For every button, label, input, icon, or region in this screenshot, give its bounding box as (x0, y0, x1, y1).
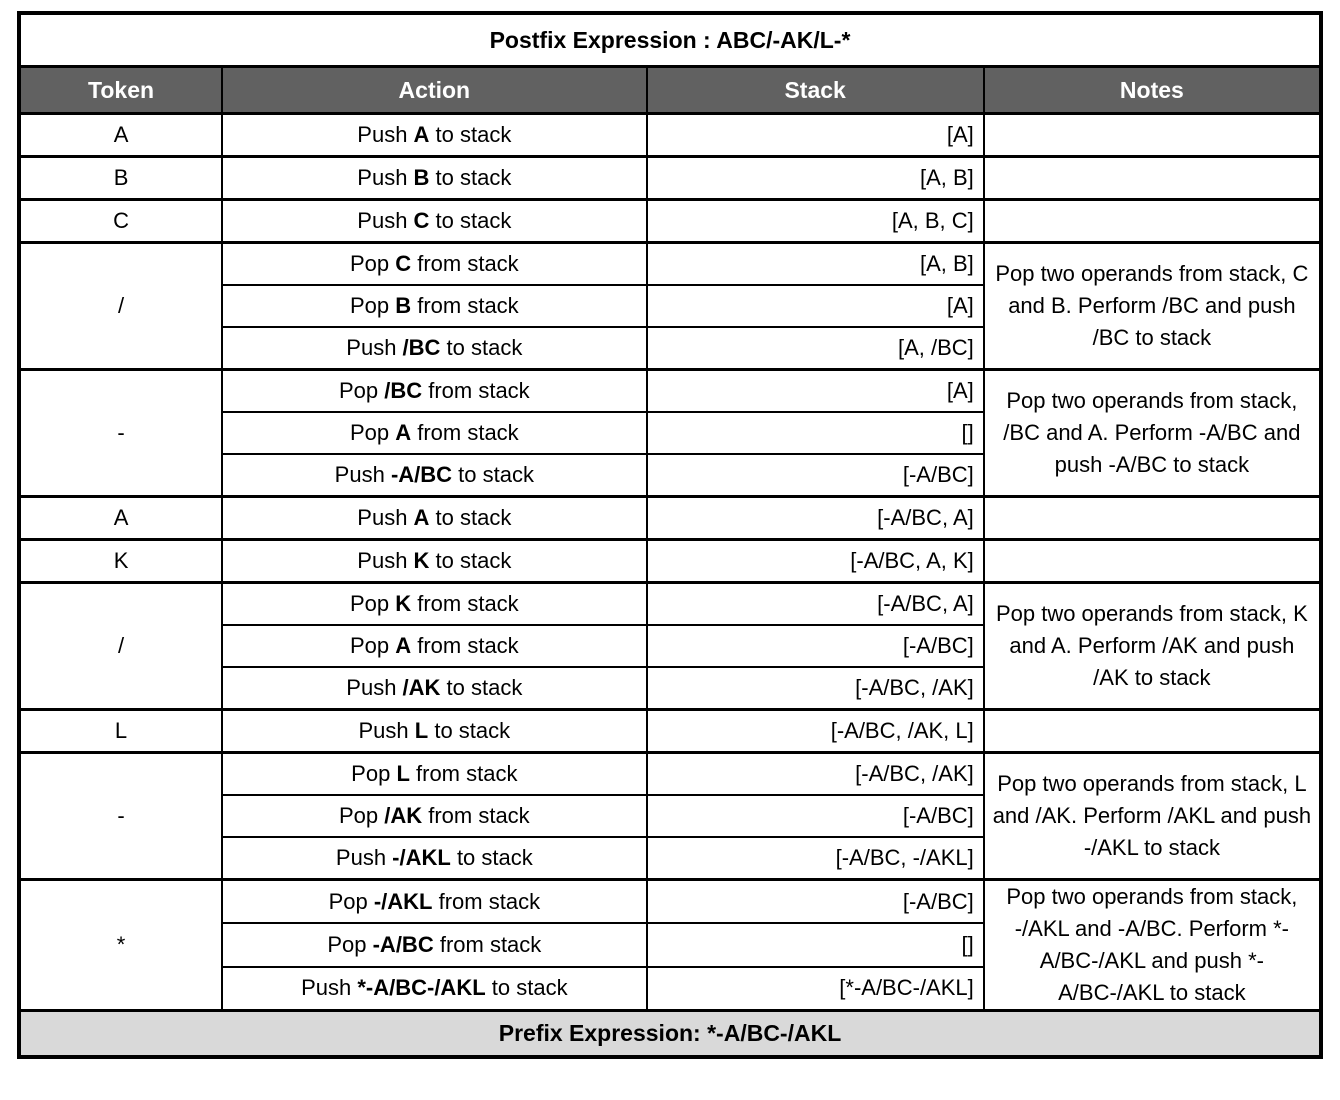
action-operand: A (395, 420, 412, 445)
token-cell: L (19, 710, 222, 753)
action-operand: K (395, 591, 412, 616)
action-cell: Pop B from stack (222, 285, 646, 327)
action-operand: C (413, 208, 430, 233)
table-row (19, 880, 1321, 924)
token-cell: / (19, 583, 222, 710)
action-operand: /BC (384, 378, 423, 403)
stack-cell: [A] (647, 285, 984, 327)
stack-cell: [-A/BC, A] (647, 583, 984, 626)
action-cell: Push -/AKL to stack (222, 837, 646, 880)
action-operand: B (395, 293, 412, 318)
table-row (19, 114, 1321, 157)
action-cell: Push B to stack (222, 157, 646, 200)
action-operand: A (413, 122, 430, 147)
stack-cell: [A, B] (647, 243, 984, 286)
action-cell: Pop -/AKL from stack (222, 880, 646, 924)
notes-cell: Pop two operands from stack, K and A. Perform /AK and push /AK to stack (984, 583, 1321, 710)
action-cell: Pop A from stack (222, 412, 646, 454)
action-cell: Push A to stack (222, 497, 646, 540)
column-header-notes: Notes (984, 67, 1321, 114)
column-header-stack: Stack (647, 67, 984, 114)
action-operand: /BC (402, 335, 441, 360)
table-row (19, 370, 1321, 413)
action-operand: /AK (384, 803, 423, 828)
table-row (19, 243, 1321, 286)
action-cell: Push L to stack (222, 710, 646, 753)
notes-cell (984, 540, 1321, 583)
action-operand: L (396, 761, 410, 786)
table-header-row (19, 67, 1321, 114)
notes-cell: Pop two operands from stack, L and /AK. Perform /AKL and push -/AKL to stack (984, 753, 1321, 880)
token-cell: K (19, 540, 222, 583)
prefix-expression-result: Prefix Expression: *-A/BC-/AKL (19, 1011, 1321, 1058)
postfix-to-prefix-table (17, 11, 1323, 1059)
table-title-row (19, 13, 1321, 67)
action-operand: A (413, 505, 430, 530)
action-operand: -/AKL (373, 888, 433, 914)
stack-cell: [-A/BC, A, K] (647, 540, 984, 583)
stack-cell: [-A/BC] (647, 880, 984, 924)
stack-cell: [] (647, 412, 984, 454)
stack-cell: [A, B] (647, 157, 984, 200)
stack-cell: [-A/BC, /AK] (647, 667, 984, 710)
action-cell: Push /BC to stack (222, 327, 646, 370)
token-cell: / (19, 243, 222, 370)
column-header-action: Action (222, 67, 646, 114)
stack-cell: [-A/BC, /AK, L] (647, 710, 984, 753)
notes-cell (984, 157, 1321, 200)
column-header-token: Token (19, 67, 222, 114)
token-cell: - (19, 753, 222, 880)
notes-cell (984, 114, 1321, 157)
token-cell: A (19, 497, 222, 540)
action-operand: L (414, 718, 429, 743)
token-cell: - (19, 370, 222, 497)
action-operand: /AK (402, 675, 441, 700)
token-cell: C (19, 200, 222, 243)
table-row (19, 583, 1321, 626)
action-cell: Push K to stack (222, 540, 646, 583)
stack-cell: [-A/BC, A] (647, 497, 984, 540)
action-operand: -A/BC (372, 931, 434, 957)
table-row (19, 200, 1321, 243)
action-operand: *-A/BC-/AKL (357, 975, 486, 1001)
action-cell: Pop L from stack (222, 753, 646, 796)
notes-cell: Pop two operands from stack, /BC and A. Perform -A/BC and push -A/BC to stack (984, 370, 1321, 497)
stack-cell: [-A/BC] (647, 625, 984, 667)
notes-cell (984, 497, 1321, 540)
stack-cell: [] (647, 923, 984, 966)
stack-cell: [-A/BC] (647, 454, 984, 497)
stack-cell: [-A/BC] (647, 795, 984, 837)
action-cell: Push *-A/BC-/AKL to stack (222, 967, 646, 1011)
action-cell: Push -A/BC to stack (222, 454, 646, 497)
action-operand: B (413, 165, 430, 190)
table-row (19, 753, 1321, 796)
token-cell: A (19, 114, 222, 157)
action-cell: Push C to stack (222, 200, 646, 243)
stack-cell: [*-A/BC-/AKL] (647, 967, 984, 1011)
action-cell: Pop -A/BC from stack (222, 923, 646, 966)
postfix-expression-title: Postfix Expression : ABC/-AK/L-* (19, 13, 1321, 67)
notes-cell (984, 710, 1321, 753)
action-operand: -A/BC (390, 462, 453, 487)
action-operand: A (395, 633, 412, 658)
notes-cell (984, 200, 1321, 243)
action-cell: Pop /BC from stack (222, 370, 646, 413)
action-cell: Pop /AK from stack (222, 795, 646, 837)
token-cell: * (19, 880, 222, 1011)
token-cell: B (19, 157, 222, 200)
notes-cell: Pop two operands from stack, C and B. Perform /BC and push /BC to stack (984, 243, 1321, 370)
action-cell: Push /AK to stack (222, 667, 646, 710)
stack-cell: [A, B, C] (647, 200, 984, 243)
notes-cell: Pop two operands from stack, -/AKL and -A/BC. Perform *-A/BC-/AKL and push *-A/BC-/AKL to stack (984, 880, 1321, 1011)
table-row (19, 497, 1321, 540)
stack-cell: [-A/BC, -/AKL] (647, 837, 984, 880)
table-row (19, 710, 1321, 753)
action-cell: Push A to stack (222, 114, 646, 157)
stack-cell: [A] (647, 370, 984, 413)
action-cell: Pop A from stack (222, 625, 646, 667)
action-operand: K (413, 548, 430, 573)
table-row (19, 157, 1321, 200)
action-operand: -/AKL (392, 845, 451, 870)
stack-cell: [A, /BC] (647, 327, 984, 370)
stack-cell: [A] (647, 114, 984, 157)
table-row (19, 540, 1321, 583)
action-cell: Pop C from stack (222, 243, 646, 286)
stack-cell: [-A/BC, /AK] (647, 753, 984, 796)
table-footer-row (19, 1011, 1321, 1058)
action-operand: C (395, 251, 412, 276)
action-cell: Pop K from stack (222, 583, 646, 626)
